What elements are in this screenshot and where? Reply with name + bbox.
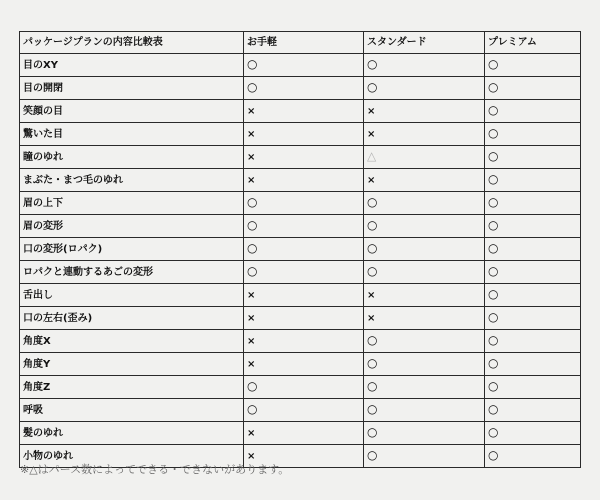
circle-mark-icon: ○ <box>488 80 499 94</box>
cell-basic <box>244 307 364 330</box>
cell-standard <box>364 238 485 261</box>
cell-premium <box>485 192 581 215</box>
cell-standard <box>364 100 485 123</box>
cell-basic <box>244 353 364 376</box>
circle-mark-icon: ○ <box>488 218 499 232</box>
cell-basic <box>244 100 364 123</box>
header-plan-standard: スタンダード <box>364 32 485 54</box>
table-row <box>20 169 581 192</box>
feature-cell: 呼吸 <box>20 399 244 422</box>
cell-basic <box>244 215 364 238</box>
circle-mark-icon: ○ <box>247 80 258 94</box>
table-row <box>20 330 581 353</box>
table-row <box>20 192 581 215</box>
cell-basic <box>244 422 364 445</box>
cell-standard <box>364 261 485 284</box>
cell-standard <box>364 284 485 307</box>
circle-mark-icon: ○ <box>367 80 378 94</box>
cell-premium <box>485 330 581 353</box>
cell-basic <box>244 399 364 422</box>
cell-basic <box>244 376 364 399</box>
cross-mark-icon: × <box>247 312 256 324</box>
cell-premium <box>485 100 581 123</box>
cell-standard <box>364 215 485 238</box>
cell-basic <box>244 123 364 146</box>
feature-cell: 瞳のゆれ <box>20 146 244 169</box>
cell-standard <box>364 422 485 445</box>
cell-basic <box>244 284 364 307</box>
cell-premium <box>485 215 581 238</box>
cross-mark-icon: × <box>247 128 256 140</box>
feature-cell: 驚いた目 <box>20 123 244 146</box>
circle-mark-icon: ○ <box>488 425 499 439</box>
circle-mark-icon: ○ <box>367 448 378 462</box>
feature-cell: 眉の上下 <box>20 192 244 215</box>
feature-cell: 角度Z <box>20 376 244 399</box>
circle-mark-icon: ○ <box>247 195 258 209</box>
circle-mark-icon: ○ <box>247 264 258 278</box>
circle-mark-icon: ○ <box>247 402 258 416</box>
comparison-table-container <box>19 31 580 468</box>
circle-mark-icon: ○ <box>367 57 378 71</box>
table-row <box>20 100 581 123</box>
circle-mark-icon: ○ <box>488 448 499 462</box>
circle-mark-icon: ○ <box>488 264 499 278</box>
cross-mark-icon: × <box>367 174 376 186</box>
cell-premium <box>485 353 581 376</box>
feature-cell: 眉の変形 <box>20 215 244 238</box>
feature-cell: ロパクと連動するあごの変形 <box>20 261 244 284</box>
circle-mark-icon: ○ <box>488 126 499 140</box>
circle-mark-icon: ○ <box>367 264 378 278</box>
circle-mark-icon: ○ <box>367 425 378 439</box>
cell-premium <box>485 123 581 146</box>
header-plan-basic: お手軽 <box>244 32 364 54</box>
feature-cell: 小物のゆれ <box>20 445 244 468</box>
cell-standard <box>364 123 485 146</box>
circle-mark-icon: ○ <box>367 218 378 232</box>
cell-standard <box>364 77 485 100</box>
cell-basic <box>244 77 364 100</box>
cell-premium <box>485 445 581 468</box>
cell-basic <box>244 330 364 353</box>
cell-premium <box>485 422 581 445</box>
cell-premium <box>485 146 581 169</box>
table-row <box>20 284 581 307</box>
cross-mark-icon: × <box>247 289 256 301</box>
cross-mark-icon: × <box>247 450 256 462</box>
cell-premium <box>485 238 581 261</box>
cell-premium <box>485 399 581 422</box>
header-feature: パッケージプランの内容比較表 <box>20 32 244 54</box>
cell-standard <box>364 353 485 376</box>
cross-mark-icon: × <box>247 151 256 163</box>
circle-mark-icon: ○ <box>247 57 258 71</box>
table-row <box>20 215 581 238</box>
circle-mark-icon: ○ <box>488 149 499 163</box>
table-row <box>20 399 581 422</box>
circle-mark-icon: ○ <box>247 379 258 393</box>
feature-cell: 目の開閉 <box>20 77 244 100</box>
circle-mark-icon: ○ <box>488 379 499 393</box>
cross-mark-icon: × <box>247 427 256 439</box>
feature-cell: まぶた・まつ毛のゆれ <box>20 169 244 192</box>
circle-mark-icon: ○ <box>367 333 378 347</box>
triangle-mark-icon: △ <box>367 149 377 163</box>
circle-mark-icon: ○ <box>367 195 378 209</box>
cell-standard <box>364 192 485 215</box>
cross-mark-icon: × <box>247 335 256 347</box>
cell-basic <box>244 54 364 77</box>
cell-standard <box>364 54 485 77</box>
circle-mark-icon: ○ <box>488 103 499 117</box>
cross-mark-icon: × <box>367 289 376 301</box>
cell-basic <box>244 192 364 215</box>
feature-cell: 角度X <box>20 330 244 353</box>
table-row <box>20 123 581 146</box>
cell-premium <box>485 261 581 284</box>
circle-mark-icon: ○ <box>488 333 499 347</box>
circle-mark-icon: ○ <box>488 195 499 209</box>
circle-mark-icon: ○ <box>488 57 499 71</box>
feature-cell: 口の左右(歪み) <box>20 307 244 330</box>
cell-premium <box>485 376 581 399</box>
cross-mark-icon: × <box>367 128 376 140</box>
circle-mark-icon: ○ <box>488 402 499 416</box>
table-row <box>20 307 581 330</box>
cell-standard <box>364 445 485 468</box>
feature-cell: 角度Y <box>20 353 244 376</box>
feature-cell: 笑顔の目 <box>20 100 244 123</box>
feature-cell: 髪のゆれ <box>20 422 244 445</box>
cell-premium <box>485 77 581 100</box>
table-header-row <box>20 32 581 54</box>
feature-cell: 口の変形(ロパク) <box>20 238 244 261</box>
cell-standard <box>364 146 485 169</box>
circle-mark-icon: ○ <box>367 402 378 416</box>
table-row <box>20 54 581 77</box>
cross-mark-icon: × <box>247 358 256 370</box>
cross-mark-icon: × <box>367 312 376 324</box>
cell-premium <box>485 284 581 307</box>
circle-mark-icon: ○ <box>367 356 378 370</box>
table-row <box>20 261 581 284</box>
cell-premium <box>485 169 581 192</box>
circle-mark-icon: ○ <box>488 310 499 324</box>
table-row <box>20 238 581 261</box>
cell-premium <box>485 54 581 77</box>
circle-mark-icon: ○ <box>367 379 378 393</box>
table-row <box>20 422 581 445</box>
circle-mark-icon: ○ <box>488 241 499 255</box>
table-row <box>20 77 581 100</box>
cell-standard <box>364 307 485 330</box>
circle-mark-icon: ○ <box>247 218 258 232</box>
circle-mark-icon: ○ <box>247 241 258 255</box>
cross-mark-icon: × <box>367 105 376 117</box>
cell-standard <box>364 399 485 422</box>
cell-standard <box>364 376 485 399</box>
table-row <box>20 146 581 169</box>
cross-mark-icon: × <box>247 174 256 186</box>
circle-mark-icon: ○ <box>488 287 499 301</box>
feature-cell: 目のXY <box>20 54 244 77</box>
cell-basic <box>244 261 364 284</box>
cell-premium <box>485 307 581 330</box>
cell-standard <box>364 169 485 192</box>
cell-basic <box>244 238 364 261</box>
cell-basic <box>244 169 364 192</box>
plan-comparison-table <box>19 31 581 468</box>
cross-mark-icon: × <box>247 105 256 117</box>
footnote: ※△はパース数によってできる・できないがあります。 <box>20 463 290 476</box>
table-row <box>20 376 581 399</box>
circle-mark-icon: ○ <box>488 356 499 370</box>
header-plan-premium: プレミアム <box>485 32 581 54</box>
feature-cell: 舌出し <box>20 284 244 307</box>
circle-mark-icon: ○ <box>488 172 499 186</box>
circle-mark-icon: ○ <box>367 241 378 255</box>
cell-basic <box>244 146 364 169</box>
cell-standard <box>364 330 485 353</box>
table-row <box>20 353 581 376</box>
